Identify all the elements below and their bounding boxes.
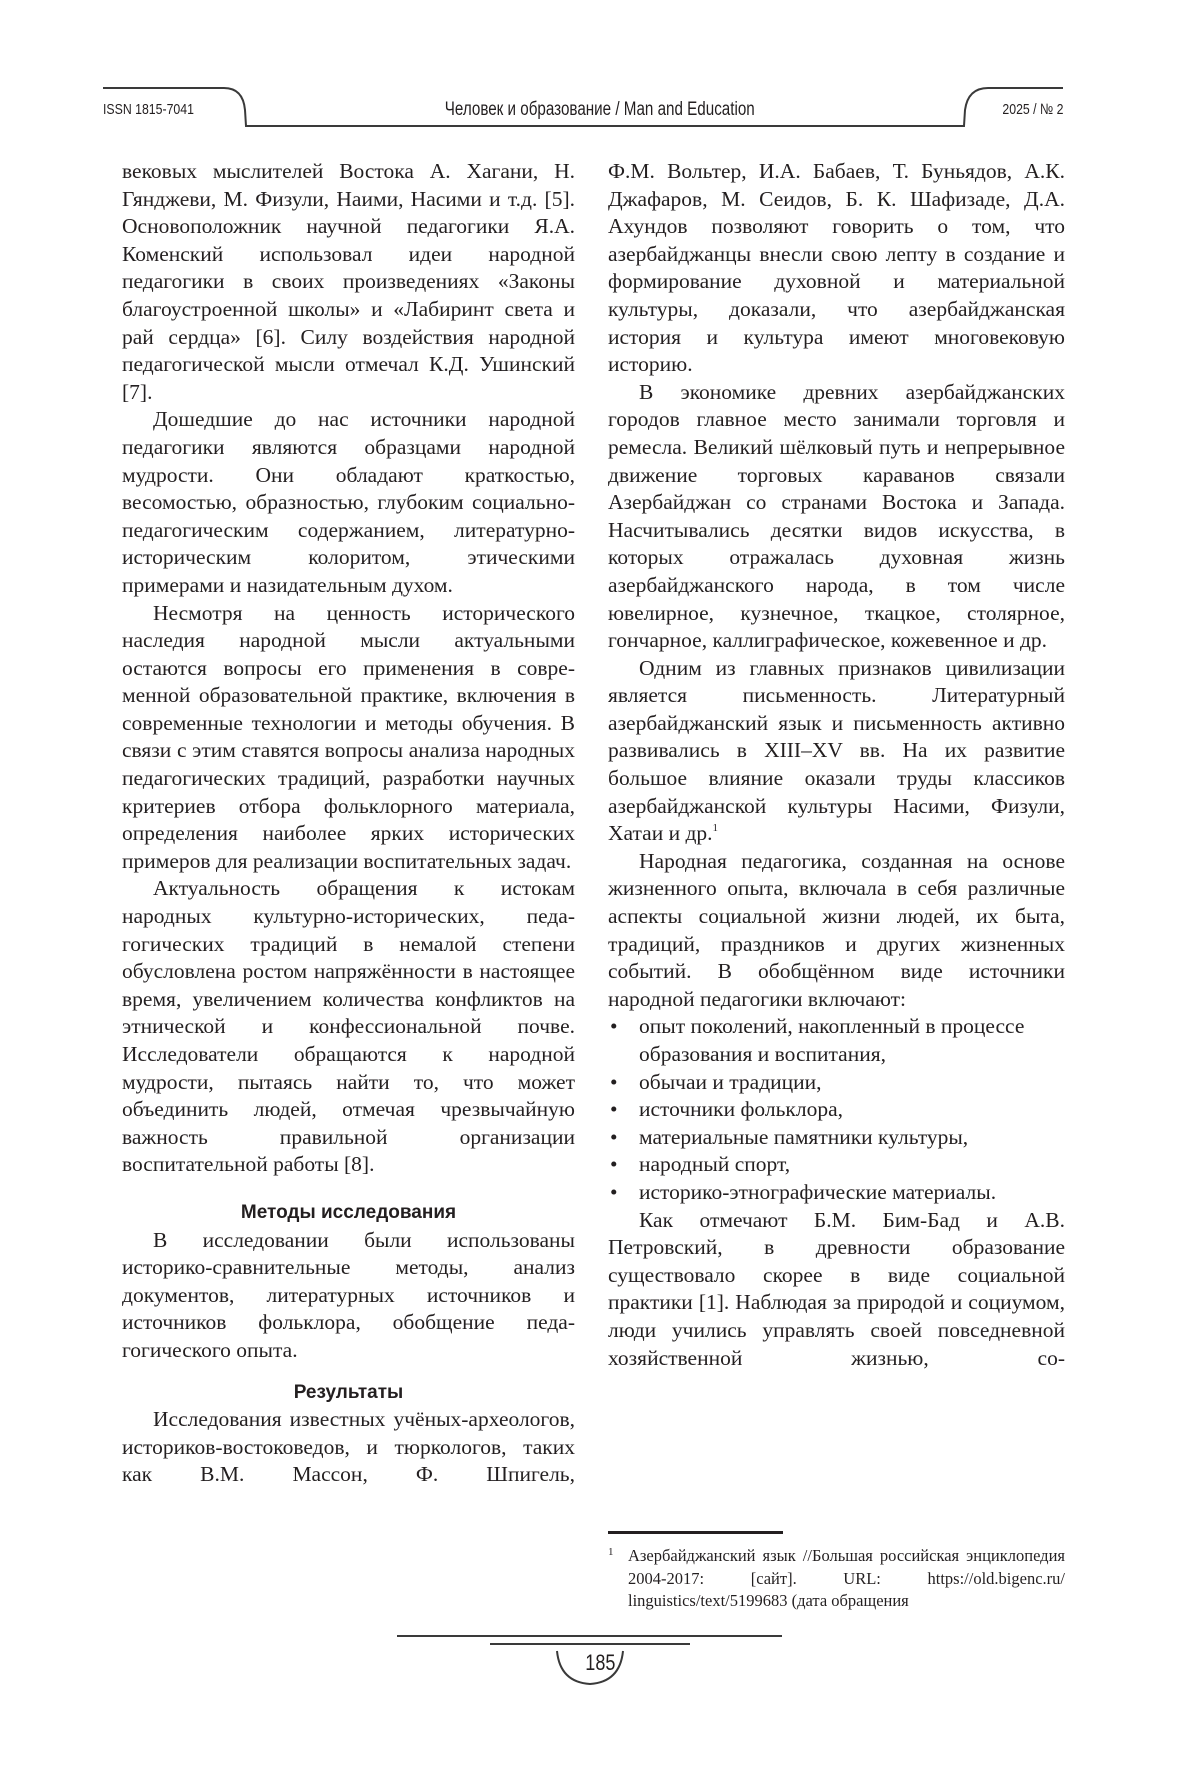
bullet-icon: •	[610, 1069, 618, 1094]
bullet-icon: •	[610, 1124, 618, 1149]
sources-list	[608, 1013, 1065, 1206]
spacer	[122, 1179, 575, 1199]
footnote	[608, 1545, 1065, 1613]
list-item	[608, 1013, 1065, 1068]
list-item	[608, 1069, 1065, 1097]
paragraph: Дошедшие до нас источники народной педагогики являются образцами народной мудрости. Они обладают краткостью, весомостью, образностью, глубоким социально-педагогическим содержанием, литературно-историческим колоритом, этическими примерами и назидательным духом.	[122, 407, 575, 597]
right-column	[608, 158, 1065, 1372]
list-item-text: материальные памятники культуры,	[639, 1124, 969, 1149]
paragraph	[608, 655, 1065, 848]
footnote-number: 1	[608, 1546, 614, 1558]
issn-label: ISSN 1815-7041	[103, 101, 194, 118]
paragraph: Актуальность обращения к истокам народных культурно-исторических, педагогических традиций в немалой степени обусловлена ростом напряжённости в настоящее время, увеличением количества конфликтов на этнической и конфессиональной почве. Исследователи обращаются к народной мудрости, пытаясь найти то, что может объединить людей, отмечая чрезвычайную важность правильной организации воспитательной работы [8].	[122, 876, 575, 1177]
paragraph: Народная педагогика, созданная на основе жизненного опыта, включала в себя различные аспекты социальной жизни людей, их быта, традиций, праздников и других жизненных событий. В обобщённом виде источники народной педагогики включают:	[608, 848, 1065, 1011]
section-heading-results: Результаты	[293, 1381, 404, 1403]
paragraph: В экономике древних азербайджанских городов главное место занимали торговля и ремесла. Великий шёлковый путь и непрерывное движение торговых караванов связали Азербайджан со странами Востока и Запада. Насчитывались десятки видов искусства, в которых отражалась духовная жизнь азербайджанского народа, в том числе ювелирное, кузнечное, ткацкое, столярное, гончарное, каллиграфическое, кожевенное и др.	[608, 379, 1065, 653]
footnote-reference[interactable]: 1	[712, 822, 719, 835]
list-item-text: народный спорт,	[639, 1152, 791, 1177]
footnote-text: Азербайджанский язык //Большая российская энциклопедия 2004-2017: [сайт]. URL: https://old.bigenc.ru/ linguistics/text/5199683 (дата обращения	[628, 1546, 1065, 1610]
paragraph: Как отмечают Б.М. Бим-Бад и А.В. Петровский, в древности образование существовало скорее в виде социальной практики [1]. Наблюдая за природой и социумом, люди учились управлять своей повседневной хозяйственной жизнью, со-	[608, 1207, 1065, 1370]
paragraph-text: Одним из главных признаков цивилизации является письменность. Литературный азербайджанский язык и письменность активно развивались в XIII–XV вв. На их развитие большое влияние оказали труды классиков азербайджанской культуры Насими, Физули, Хатаи и др.	[608, 655, 1065, 846]
list-item	[608, 1124, 1065, 1152]
page-number	[560, 1650, 640, 1676]
paragraph: В исследовании были использованы историко-сравнительные методы, анализ документов, литературных источников и источников фольклора, обобщение педагогического опыта.	[122, 1227, 575, 1362]
journal-title-text: Человек и образование / Man and Education	[444, 99, 755, 120]
bullet-icon: •	[610, 1152, 618, 1177]
bullet-icon: •	[610, 1097, 618, 1122]
paragraph: Ф.М. Вольтер, И.А. Бабаев, Т. Буньядов, А.К. Джафаров, М. Сеидов, Б. К. Шафизаде, Д.А. Ахундов позволяют говорить о том, что азербайджанцы внесли свою лепту в создание и формирование духовной и материальной культуры, доказали, что азербайджанская история и культура имеют многовековую историю.	[608, 159, 1065, 377]
page-number-text: 185	[584, 1650, 616, 1675]
list-item	[608, 1179, 1065, 1207]
footnote-separator	[608, 1531, 783, 1534]
list-item-text: обычаи и традиции,	[639, 1069, 822, 1094]
list-item-text: опыт поколений, накопленный в процессе образования и воспитания,	[639, 1014, 1025, 1066]
bullet-icon: •	[610, 1014, 618, 1039]
list-item	[608, 1096, 1065, 1124]
paragraph: Исследования известных учёных-археологов, историков-востоковедов, и тюркологов, таких как В.М. Массон, Ф. Шпигель,	[122, 1407, 575, 1487]
list-item-text: источники фольклора,	[639, 1097, 844, 1122]
spacer	[122, 1365, 575, 1379]
left-column	[122, 158, 575, 1489]
bullet-icon: •	[610, 1179, 618, 1204]
paragraph: Несмотря на ценность исторического наследия народной мысли актуальными остаются вопросы его применения в современной образовательной практике, включения в современные технологии и методы обучения. В связи с этим ставятся вопросы анализа народных педагогических традиций, разработки научных критериев отбора фольклорного материала, определения наиболее ярких исторических примеров для реализации воспитательных задач.	[122, 600, 575, 873]
section-heading-methods: Методы исследования	[240, 1201, 457, 1223]
list-item	[608, 1151, 1065, 1179]
list-item-text: историко-этнографические материалы.	[639, 1179, 997, 1204]
paragraph: вековых мыслителей Востока А. Хагани, Н. Гянджеви, М. Физули, Наими, Насими и т.д. [5]. Основоположник научной педагогики Я.А. Коменский использовал идеи народной педагогики в своих произведениях «Законы благоустроенной школы» и «Лабиринт света и рай сердца» [6]. Силу воздействия народной педагогической мысли отмечал К.Д. Ушинский [7].	[122, 159, 575, 404]
issue-label: 2025 / № 2	[1001, 101, 1063, 118]
